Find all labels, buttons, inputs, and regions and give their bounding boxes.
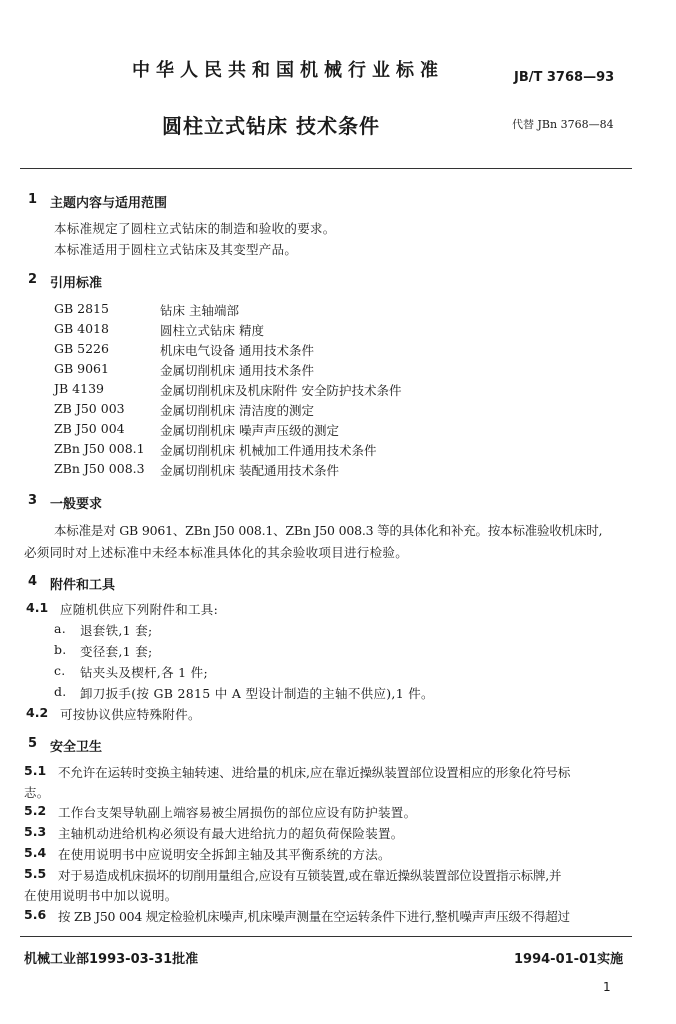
reference-title: 钻床 主轴端部 [160, 303, 239, 318]
clause-5-1-line-2: 志。 [24, 785, 50, 800]
replaces-note: 代替 JBn 3768—84 [512, 118, 614, 131]
section-4-heading: 附件和工具 [50, 578, 116, 593]
section-1-paragraph-1: 本标准规定了圆柱立式钻床的制造和验收的要求。 [54, 221, 336, 236]
list-item: 钻夹头及楔杆,各 1 件; [80, 665, 208, 680]
reference-title: 金属切削机床 通用技术条件 [160, 363, 314, 378]
clause-4-1-number: 4.1 [26, 600, 49, 615]
list-item-label: b. [54, 642, 67, 657]
clause-5-6-number: 5.6 [24, 907, 47, 922]
clause-5-4-text: 在使用说明书中应说明安全拆卸主轴及其平衡系统的方法。 [58, 847, 391, 862]
list-item-label: c. [54, 663, 66, 678]
clause-5-3-number: 5.3 [24, 824, 47, 839]
clause-5-4-number: 5.4 [24, 845, 47, 860]
effective-date: 1994-01-01实施 [514, 952, 624, 967]
clause-4-2-number: 4.2 [26, 705, 49, 720]
section-3-number: 3 [28, 493, 38, 508]
list-item-label: a. [54, 621, 67, 636]
clause-4-2-text: 可按协议供应特殊附件。 [60, 707, 201, 722]
clause-5-6-text: 按 ZB J50 004 规定检验机床噪声,机床噪声测量在空运转条件下进行,整机噪声声压级不得超过 [58, 909, 570, 924]
clause-5-1-number: 5.1 [24, 763, 47, 778]
reference-title: 圆柱立式钻床 精度 [160, 323, 264, 338]
reference-code: GB 2815 [54, 301, 109, 316]
section-3-heading: 一般要求 [50, 497, 103, 512]
section-3-line-1: 本标准是对 GB 9061、ZBn J50 008.1、ZBn J50 008.3 等的具体化和补充。按本标准验收机床时, [54, 523, 603, 538]
clause-5-1-line-1: 不允许在运转时变换主轴转速、进给量的机床,应在靠近操纵装置部位设置相应的形象化符号标 [58, 765, 571, 780]
footer-rule [20, 936, 632, 937]
clause-5-5-line-1: 对于易造成机床损坏的切削用量组合,应设有互锁装置,或在靠近操纵装置部位设置指示标牌,并 [58, 868, 562, 883]
section-1-paragraph-2: 本标准适用于圆柱立式钻床及其变型产品。 [54, 242, 298, 257]
reference-title: 金属切削机床 清洁度的测定 [160, 403, 314, 418]
section-2-heading: 引用标准 [50, 276, 103, 291]
standard-code: JB/T 3768—93 [514, 70, 615, 85]
page-number: 1 [603, 980, 611, 994]
section-3-line-2: 必须同时对上述标准中未经本标准具体化的其余验收项目进行检验。 [24, 545, 409, 560]
section-2-number: 2 [28, 272, 38, 287]
section-5-heading: 安全卫生 [50, 740, 103, 755]
reference-code: JB 4139 [54, 381, 104, 396]
approval-date: 机械工业部1993-03-31批准 [24, 952, 199, 967]
reference-code: ZBn J50 008.3 [54, 461, 145, 476]
section-1-heading: 主题内容与适用范围 [50, 196, 168, 211]
reference-code: ZB J50 003 [54, 401, 125, 416]
section-1-number: 1 [28, 192, 38, 207]
clause-5-3-text: 主轴机动进给机构必须设有最大进给抗力的超负荷保险装置。 [58, 826, 404, 841]
reference-code: GB 9061 [54, 361, 109, 376]
header-rule [20, 168, 632, 169]
reference-code: ZB J50 004 [54, 421, 125, 436]
list-item: 变径套,1 套; [80, 644, 153, 659]
document-title: 圆柱立式钻床 技术条件 [162, 114, 380, 138]
reference-code: GB 5226 [54, 341, 109, 356]
reference-title: 金属切削机床 噪声声压级的测定 [160, 423, 339, 438]
section-5-number: 5 [28, 736, 38, 751]
reference-code: GB 4018 [54, 321, 109, 336]
reference-title: 金属切削机床 装配通用技术条件 [160, 463, 339, 478]
list-item: 卸刀扳手(按 GB 2815 中 A 型设计制造的主轴不供应),1 件。 [80, 686, 434, 701]
list-item-label: d. [54, 684, 67, 699]
clause-4-1-text: 应随机供应下列附件和工具: [60, 602, 219, 617]
clause-5-5-line-2: 在使用说明书中加以说明。 [24, 888, 178, 903]
issuing-organization: 中华人民共和国机械行业标准 [132, 60, 444, 81]
clause-5-2-text: 工作台支架导轨副上端容易被尘屑损伤的部位应设有防护装置。 [58, 805, 417, 820]
list-item: 退套铁,1 套; [80, 623, 153, 638]
clause-5-2-number: 5.2 [24, 803, 47, 818]
reference-code: ZBn J50 008.1 [54, 441, 145, 456]
reference-title: 金属切削机床及机床附件 安全防护技术条件 [160, 383, 402, 398]
reference-title: 金属切削机床 机械加工件通用技术条件 [160, 443, 377, 458]
clause-5-5-number: 5.5 [24, 866, 47, 881]
reference-title: 机床电气设备 通用技术条件 [160, 343, 314, 358]
section-4-number: 4 [28, 574, 38, 589]
